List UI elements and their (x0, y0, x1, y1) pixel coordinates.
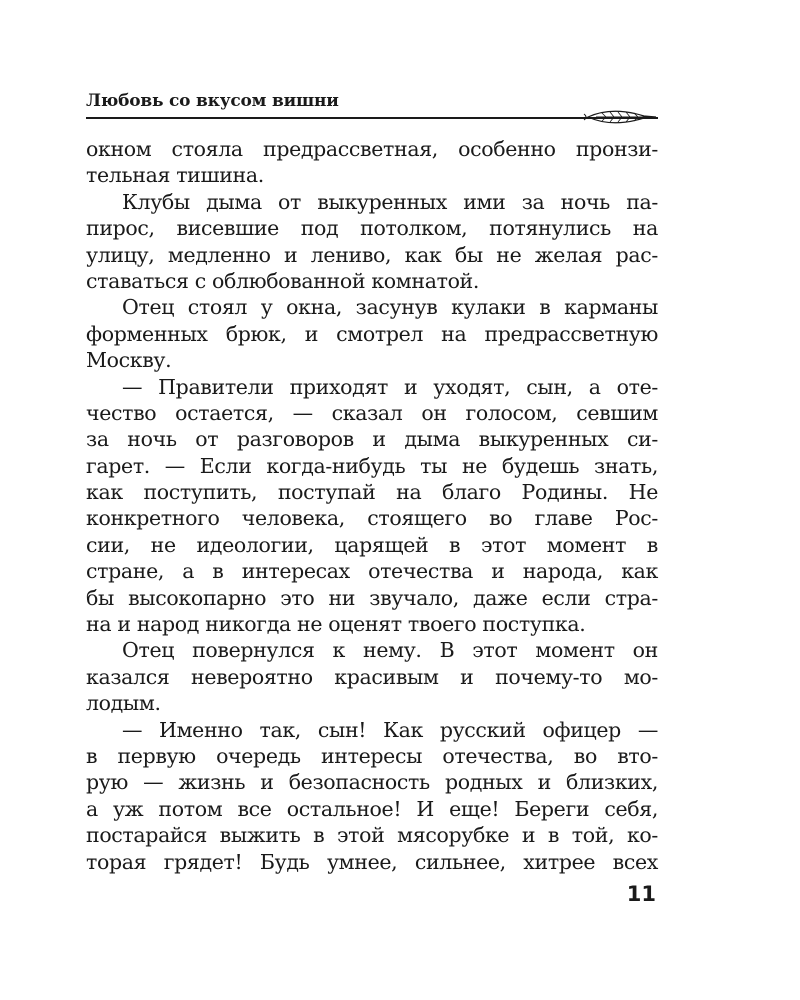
text-line: — Именно так, сын! Как русский офицер — (122, 717, 658, 742)
text-line: — Правители приходят и уходят, сын, а оте- (122, 374, 658, 399)
text-line: окном стояла предрассветная, особенно пронзи- (86, 137, 658, 161)
text-line: Клубы дыма от выкуренных ими за ночь па- (122, 189, 658, 214)
text-line: форменных брюк, и смотрел на предрассветную (86, 321, 658, 346)
page-number: 11 (626, 882, 656, 906)
text-line: пирос, висевшие под потолком, потянулись на (86, 216, 658, 241)
text-line: бы высокопарно это ни звучало, даже если стра- (86, 585, 658, 610)
text-line: Отец стоял у окна, засунув кулаки в карманы (122, 295, 658, 320)
text-line: Отец повернулся к нему. В этот момент он (122, 638, 658, 663)
text-line: в первую очередь интересы отечества, во вто- (86, 743, 658, 768)
body-text (86, 136, 658, 875)
text-line: гарет. — Если когда-нибудь ты не будешь знать, (86, 453, 658, 478)
text-line: казался невероятно красивым и почему-то мо- (86, 664, 658, 689)
text-line: а уж потом все остальное! И еще! Береги себя, (86, 796, 658, 821)
text-line: как поступить, поступай на благо Родины. Не (86, 480, 658, 505)
running-title: Любовь со вкусом вишни (86, 91, 339, 111)
text-line: постарайся выжить в этой мясорубке и в той, ко- (86, 823, 658, 848)
text-line: сии, не идеологии, царящей в этот момент в (86, 532, 658, 557)
text-line: улицу, медленно и лениво, как бы не желая рас- (86, 242, 658, 267)
text-line: лодым. (86, 691, 161, 716)
text-line: чество остается, — сказал он голосом, севшим (86, 400, 658, 425)
header-rule (86, 117, 658, 119)
text-line: Москву. (86, 348, 172, 373)
text-line: на и народ никогда не оценят твоего поступка. (86, 612, 586, 637)
text-line: рую — жизнь и безопасность родных и близких, (86, 770, 658, 795)
text-line: конкретного человека, стоящего во главе Рос- (86, 506, 658, 531)
text-line: стране, а в интересах отечества и народа, как (86, 559, 658, 584)
text-line: ставаться с облюбованной комнатой. (86, 268, 480, 293)
text-line: тельная тишина. (86, 163, 264, 188)
text-line: торая грядет! Будь умнее, сильнее, хитрее всех (86, 849, 658, 874)
text-line: за ночь от разговоров и дыма выкуренных си- (86, 427, 658, 452)
